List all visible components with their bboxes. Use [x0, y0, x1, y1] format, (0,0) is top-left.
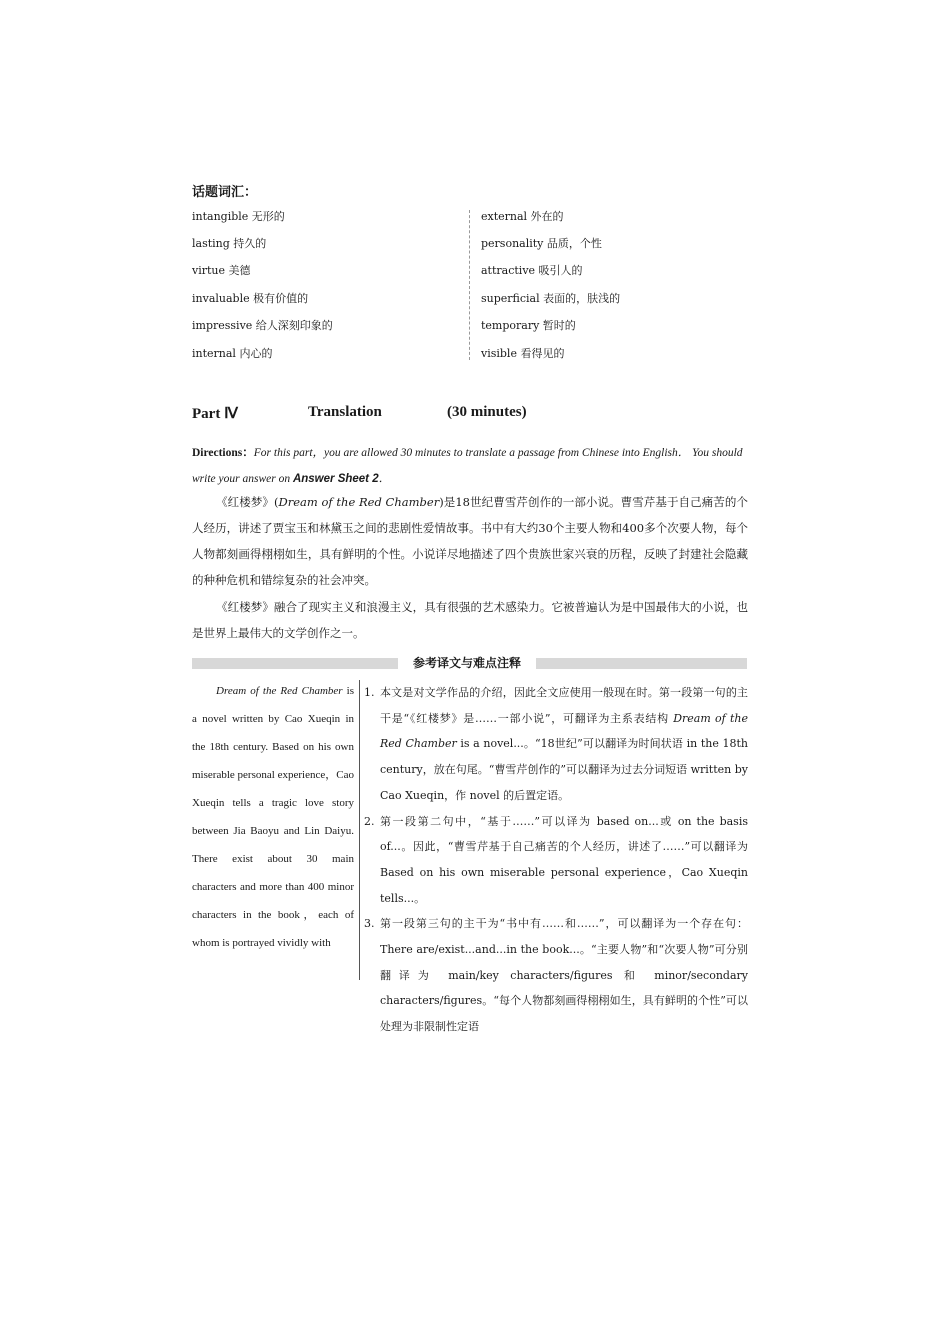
section-bar-right	[536, 658, 747, 669]
passage-paragraph-2	[192, 594, 748, 646]
translation-title: Dream of the Red Chamber	[216, 685, 343, 697]
vocab-item: personality 品质，个性	[481, 237, 602, 250]
translation-text: is a novel written by Cao Xueqin in the 18th century. Based on his own miserable personal experience，Cao Xueqin tells a tragic love story between Jia Baoyu and Lin Daiyu. There exist about 30 main characters and more than 400 minor characters in the book，each of whom is portrayed vividly with	[192, 685, 354, 949]
answer-sheet-label: Answer Sheet 2	[292, 473, 379, 485]
notes-list	[364, 680, 748, 1040]
vocab-item: attractive 吸引人的	[481, 264, 583, 277]
note-text: 第一段第三句的主干为“书中有……和……”，可以翻译为一个存在句：There are/exist...and...in the book...。“主要人物”和“次要人物”可分别翻译为 main/key characters/figures 和 minor/secondary characters/figures。“每个人物都刻画得栩栩如生，具有鲜明的个性”可以处理为非限制性定语	[380, 917, 748, 1034]
part-label: Part Ⅳ	[192, 406, 238, 422]
directions-label: Directions：	[192, 447, 254, 459]
part-title: Translation	[308, 404, 382, 420]
part-time: (30 minutes)	[447, 404, 527, 420]
vocab-item: intangible 无形的	[192, 210, 285, 223]
passage-paragraph-1	[192, 489, 748, 593]
note-item	[364, 680, 748, 809]
vocab-item: lasting 持久的	[192, 237, 267, 250]
passage-p2-text: 《红楼梦》融合了现实主义和浪漫主义，具有很强的艺术感染力。它被普遍认为是中国最伟大的小说，也是世界上最伟大的文学创作之一。	[192, 600, 748, 640]
vocab-item: impressive 给人深刻印象的	[192, 319, 333, 332]
vocab-item: virtue 美德	[192, 264, 251, 277]
vocab-title: 话题词汇：	[192, 185, 258, 200]
reference-translation	[192, 677, 354, 957]
note-italic: Dream of the Red Chamber	[380, 711, 748, 751]
vocab-item: superficial 表面的，肤浅的	[481, 292, 621, 305]
vocab-divider	[469, 210, 470, 360]
directions-end: ．	[378, 473, 391, 485]
directions-text: For this part，you are allowed 30 minutes to translate a passage from Chinese into English． You should write your answer on	[192, 447, 743, 485]
vocab-item: invaluable 极有价值的	[192, 292, 309, 305]
note-number: 2.	[364, 814, 375, 828]
passage-p1-title: Dream of the Red Chamber	[278, 495, 440, 509]
directions	[192, 440, 748, 492]
note-text: 本文是对文学作品的介绍，因此全文应使用一般现在时。第一段第一句的主干是“《红楼梦》是……一部小说”，可翻译为主系表结构	[380, 686, 748, 725]
column-divider	[359, 680, 360, 980]
note-number: 3.	[364, 917, 375, 931]
note-item	[364, 911, 748, 1040]
section-bar-left	[192, 658, 398, 669]
note-item	[364, 809, 748, 912]
note-text: is a novel...。“18世纪”可以翻译为时间状语 in the 18th century，放在句尾。“曹雪芹创作的”可以翻译为过去分词短语 written by Cao Xueqin，作 novel 的后置定语。	[380, 737, 748, 802]
note-text: 第一段第二句中，“基于……”可以译为 based on...或 on the basis of...。因此，“曹雪芹基于自己痛苦的个人经历，讲述了……”可以翻译为 Based on his own miserable personal experience，Cao Xueqin tells...。	[380, 814, 748, 905]
vocab-item: temporary 暂时的	[481, 319, 576, 332]
vocab-item: visible 看得见的	[481, 347, 565, 360]
vocab-item: internal 内心的	[192, 347, 273, 360]
passage-p1-pre: 《红楼梦》(	[216, 495, 279, 509]
vocab-item: external 外在的	[481, 210, 564, 223]
passage-p1-post: )是18世纪曹雪芹创作的一部小说。曹雪芹基于自己痛苦的个人经历，讲述了贾宝玉和林黛玉之间的悲剧性爱情故事。书中有大约30个主要人物和400多个次要人物，每个人物都刻画得栩栩如生，具有鲜明的个性。小说详尽地描述了四个贵族世家兴衰的历程，反映了封建社会隐藏的种种危机和错综复杂的社会冲突。	[192, 495, 748, 587]
note-number: 1.	[364, 686, 375, 699]
reference-title: 参考译文与难点注释	[412, 656, 521, 670]
